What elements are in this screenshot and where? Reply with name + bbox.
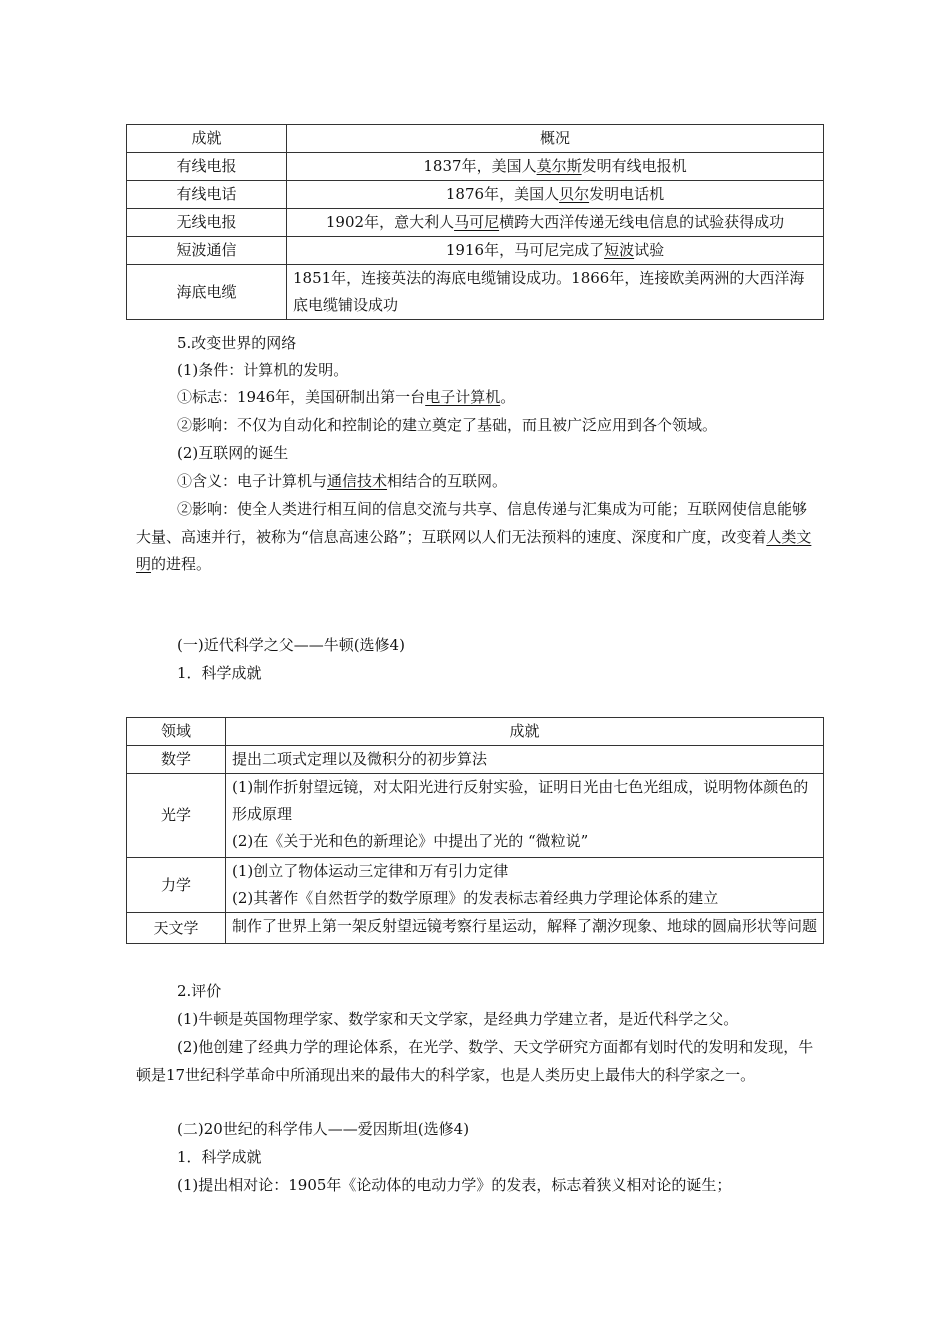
communication-table [126, 124, 824, 320]
header-achievement: 成就 [226, 718, 824, 746]
row-desc: 1851年，连接英法的海底电缆铺设成功。1866年，连接欧美两洲的大西洋海底电缆铺设成功 [287, 265, 824, 320]
table-row [127, 265, 824, 320]
row-desc: 1876年，美国人贝尔发明电话机 [287, 181, 824, 209]
einstein-p1: (1)提出相对论：1905年《论动体的电动力学》的发表，标志着狭义相对论的诞生； [177, 1176, 732, 1194]
einstein-title: (二)20世纪的科学伟人——爱因斯坦(选修4) [177, 1120, 470, 1138]
evaluation-title: 2.评价 [177, 982, 222, 1000]
section5-title: 5.改变世界的网络 [177, 334, 297, 352]
table-row [127, 237, 824, 265]
row-line: 制作了世界上第一架反射望远镜考察行星运动，解释了潮汐现象、地球的圆扁形状等问题 [226, 913, 824, 944]
table-row [127, 181, 824, 209]
row-line: (1)创立了物体运动三定律和万有引力定律 [232, 862, 509, 880]
table-row [127, 746, 824, 774]
newton-title: (一)近代科学之父——牛顿(选修4) [177, 636, 405, 654]
row-field: 光学 [127, 774, 226, 858]
table-row [127, 209, 824, 237]
row-field: 天文学 [127, 913, 226, 944]
newton-subtitle: 1．科学成就 [177, 664, 262, 682]
row-line: (2)在《关于光和色的新理论》中提出了光的 “微粒说” [232, 832, 589, 850]
evaluation-1: (1)牛顿是英国物理学家、数学家和天文学家，是经典力学建立者，是近代科学之父。 [177, 1010, 739, 1028]
newton-table [126, 717, 824, 944]
section5-meaning: ①含义：电子计算机与通信技术相结合的互联网。 [177, 472, 508, 490]
row-cell [226, 858, 824, 913]
section5-impact1: ②影响：不仅为自动化和控制论的建立奠定了基础，而且被广泛应用到各个领域。 [177, 416, 718, 434]
section5-condition: (1)条件：计算机的发明。 [177, 361, 349, 379]
row-desc: 1902年，意大利人马可尼横跨大西洋传递无线电信息的试验获得成功 [287, 209, 824, 237]
evaluation-2: (2)他创建了经典力学的理论体系，在光学、数学、天文学研究方面都有划时代的发明和发现，牛顿是17世纪科学革命中所涌现出来的最伟大的科学家，也是人类历史上最伟大的科学家之一。 [136, 1038, 814, 1084]
section5-mark: ①标志：1946年，美国研制出第一台电子计算机。 [177, 388, 516, 406]
table-header-row [127, 718, 824, 746]
table-row [127, 774, 824, 858]
row-line: (2)其著作《自然哲学的数学原理》的发表标志着经典力学理论体系的建立 [232, 889, 719, 907]
table-row [127, 858, 824, 913]
section5-internet: (2)互联网的诞生 [177, 444, 289, 462]
row-name: 海底电缆 [127, 265, 287, 320]
row-line: (1)制作折射望远镜，对太阳光进行反射实验，证明日光由七色光组成，说明物体颜色的形成原理 [232, 778, 809, 823]
table-row [127, 153, 824, 181]
header-field: 领域 [127, 718, 226, 746]
einstein-subtitle: 1．科学成就 [177, 1148, 262, 1166]
row-field: 数学 [127, 746, 226, 774]
row-field: 力学 [127, 858, 226, 913]
header-achievement: 成就 [127, 125, 287, 153]
row-name: 有线电话 [127, 181, 287, 209]
row-desc: 1837年，美国人莫尔斯发明有线电报机 [287, 153, 824, 181]
row-name: 无线电报 [127, 209, 287, 237]
row-name: 短波通信 [127, 237, 287, 265]
header-overview: 概况 [287, 125, 824, 153]
row-desc: 1916年，马可尼完成了短波试验 [287, 237, 824, 265]
row-line: 提出二项式定理以及微积分的初步算法 [226, 746, 824, 774]
section5-impact2: ②影响：使全人类进行相互间的信息交流与共享、信息传递与汇集成为可能；互联网使信息能够大量、高速并行，被称为“信息高速公路”；互联网以人们无法预料的速度、深度和广度，改变着人类文明的进程。 [136, 500, 812, 573]
row-name: 有线电报 [127, 153, 287, 181]
row-cell [226, 774, 824, 858]
table-row [127, 913, 824, 944]
table-header-row [127, 125, 824, 153]
